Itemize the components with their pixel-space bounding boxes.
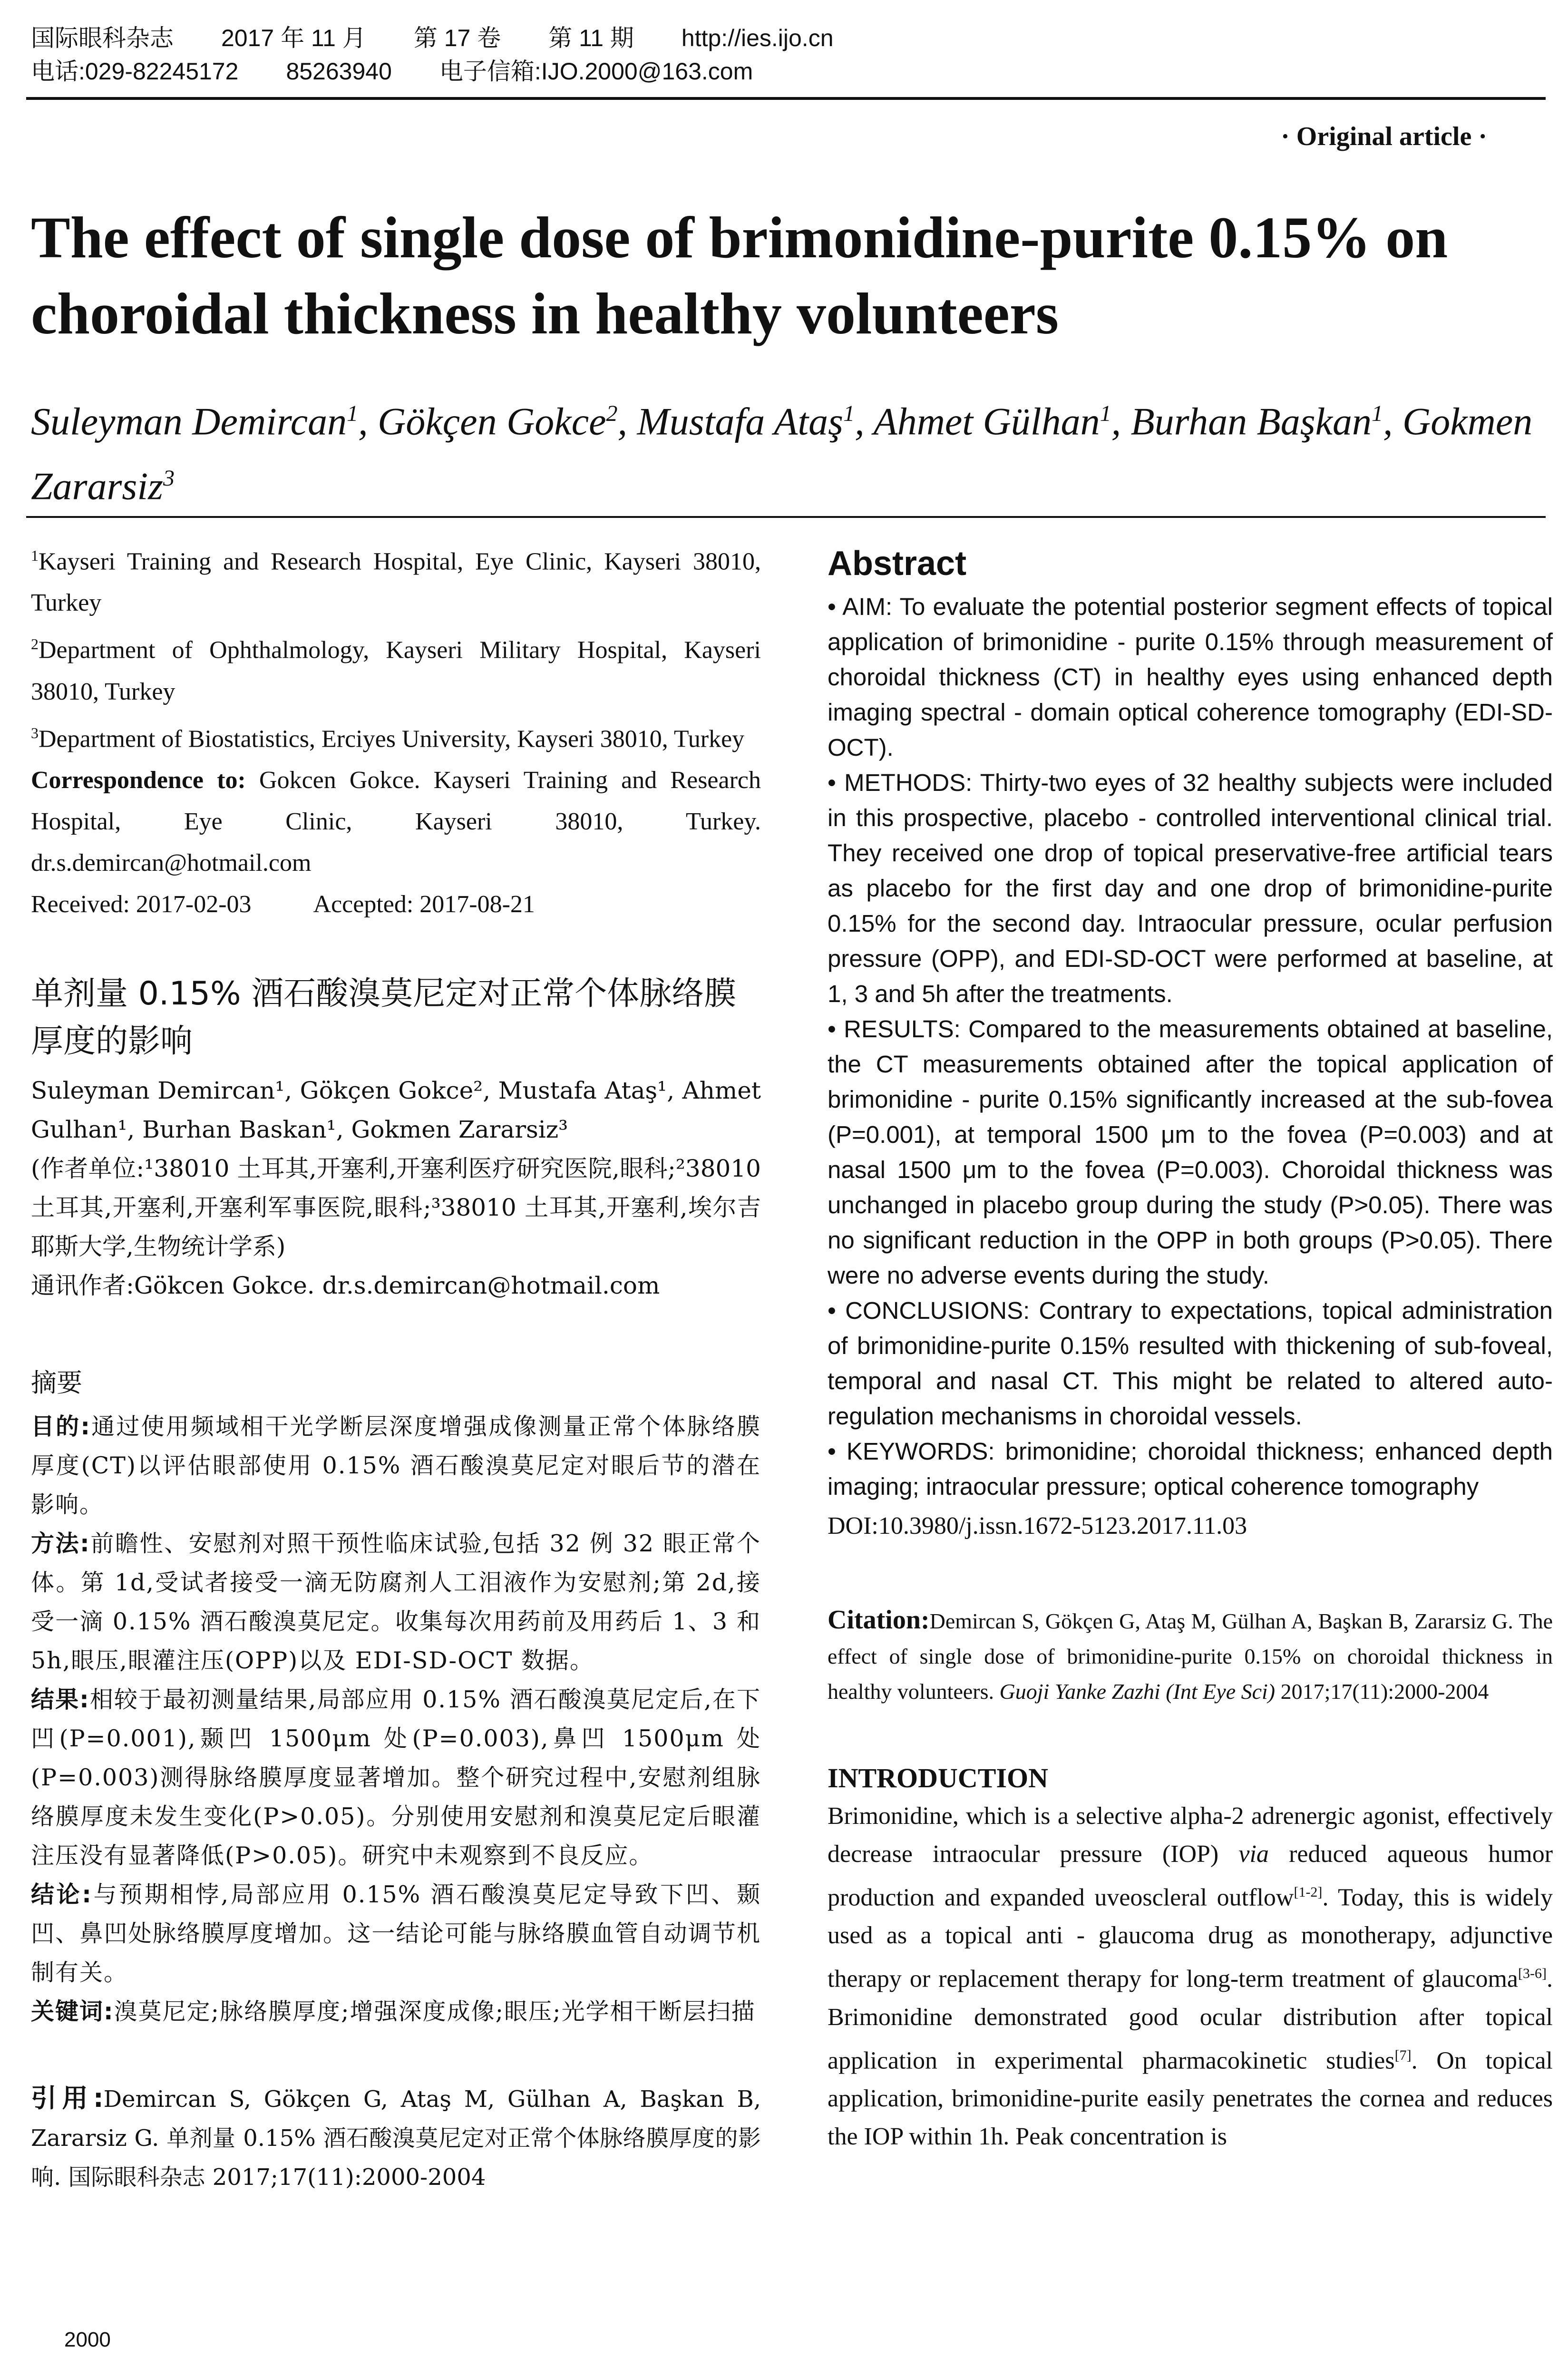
abstract-results	[828, 1012, 1553, 1293]
abstract-keywords-text: brimonidine; choroidal thickness; enhanced depth imaging; intraocular pressure; optical coherence tomography	[828, 1438, 1553, 1500]
journal-url[interactable]: http://ies.ijo.cn	[681, 25, 834, 51]
journal-email[interactable]: 电子信箱:IJO.2000@163.com	[439, 58, 753, 85]
abstract-results-label: • RESULTS:	[828, 1015, 961, 1042]
correspondence	[31, 760, 761, 884]
citation-text: Demircan S, Gökçen G, Ataş M, Gülhan A, Başkan B, Zararsiz G. The effect of single dose of brimonidine-purite 0.15% on choroidal thickness in healthy volunteers.	[828, 1609, 1553, 1704]
intro-text: . Brimonidine demonstrated good ocular distribution after topical application in experimental pharmacokinetic studies	[828, 1965, 1553, 2074]
article-type: · Original article ·	[1281, 122, 1487, 151]
author-aff: 1	[1100, 401, 1111, 426]
author-name: Suleyman Demircan	[31, 399, 347, 443]
abstract-keywords	[828, 1434, 1553, 1504]
journal-name: 国际眼科杂志	[31, 25, 174, 51]
abstract-keywords-label: • KEYWORDS:	[828, 1438, 995, 1465]
abstract-aim	[828, 589, 1553, 765]
abstract-methods	[828, 765, 1553, 1012]
citation	[828, 1602, 1553, 1709]
affiliation-num: 1	[31, 547, 39, 564]
abstract-heading: Abstract	[828, 545, 967, 583]
intro-text: reduced aqueous humor production and expanded uveoscleral outflow	[828, 1841, 1553, 1911]
affiliation	[31, 712, 761, 760]
cn-results-label: 结果:	[31, 1685, 90, 1713]
reference-link[interactable]: [7]	[1394, 2047, 1412, 2063]
author-name: Gokmen Zararsiz	[31, 399, 1533, 508]
cn-methods-label: 方法:	[31, 1529, 90, 1557]
article-title: The effect of single dose of brimonidine-purite 0.15% on choroidal thickness in healthy volunteers	[31, 205, 1448, 346]
received-date: Received: 2017-02-03	[31, 890, 252, 918]
abstract-aim-label: • AIM:	[828, 593, 893, 620]
accepted-date: Accepted: 2017-08-21	[313, 890, 535, 918]
cn-results	[31, 1680, 761, 1875]
intro-text: Brimonidine, which is a selective alpha-2 adrenergic agonist, effectively decrease intraocular pressure (IOP)	[828, 1802, 1553, 1868]
affiliation	[31, 623, 761, 712]
cn-aim-text: 通过使用频域相干光学断层深度增强成像测量正常个体脉络膜厚度(CT)以评估眼部使用 0.15% 酒石酸溴莫尼定对眼后节的潜在影响。	[31, 1413, 761, 1518]
journal-volume: 第 17 卷	[413, 25, 501, 51]
author-aff: 3	[163, 466, 175, 491]
reference-link[interactable]: [3-6]	[1518, 1966, 1547, 1982]
cn-units: (作者单位:¹38010 土耳其,开塞利,开塞利医疗研究医院,眼科;²38010 土耳其,开塞利,开塞利军事医院,眼科;³38010 土耳其,开塞利,埃尔吉耶斯大学,生物统计学系)	[31, 1154, 761, 1260]
journal-issue: 第 11 期	[548, 25, 634, 51]
journal-phone2: 85263940	[286, 58, 392, 85]
cn-citation	[31, 2079, 761, 2197]
introduction-heading: INTRODUCTION	[828, 1763, 1049, 1793]
cn-conclusion-text: 与预期相悖,局部应用 0.15% 酒石酸溴莫尼定导致下凹、颞凹、鼻凹处脉络膜厚度增加。这一结论可能与脉络膜血管自动调节机制有关。	[31, 1880, 761, 1986]
author-list: Suleyman Demircan$^1$, Gökçen Gokce$^2$, Mustafa Ataş$^1$, Ahmet Gülhan$^1$, Burhan Başkan$^1$, Gokmen Zararsiz$^3$	[31, 399, 1533, 508]
cn-keywords	[31, 1992, 761, 2031]
cn-citation-label: 引用:	[31, 2083, 104, 2113]
abstract-aim-text: To evaluate the potential posterior segment effects of topical application of brimonidine - purite 0.15% through measurement of choroidal thickness (CT) in healthy eyes using enhanced depth imaging spectral - domain optical coherence tomography (EDI-SD-OCT).	[828, 593, 1553, 761]
citation-journal: Guoji Yanke Zazhi (Int Eye Sci)	[999, 1679, 1276, 1704]
cn-results-text: 相较于最初测量结果,局部应用 0.15% 酒石酸溴莫尼定后,在下凹(P=0.001),颞凹 1500μm 处(P=0.003),鼻凹 1500μm 处(P=0.003)测得脉络膜厚度显著增加。整个研究过程中,安慰剂组脉络膜厚度未发生变化(P>0.05)。分别使用安慰剂和溴莫尼定后眼灌注压没有显著降低(P>0.05)。研究中未观察到不良反应。	[31, 1685, 761, 1869]
introduction-paragraph	[828, 1797, 1553, 2156]
intro-via: via	[1238, 1841, 1269, 1868]
affiliation-num: 3	[31, 724, 39, 741]
page-number: 2000	[64, 2328, 111, 2351]
author-name: Mustafa Ataş	[637, 399, 844, 443]
intro-text: . On topical application, brimonidine-purite easily penetrates the cornea and reduces the IOP within 1h. Peak concentration is	[828, 2046, 1553, 2150]
author-aff: 2	[606, 401, 618, 426]
cn-conclusion-label: 结论:	[31, 1880, 92, 1908]
author-name: Ahmet Gülhan	[873, 399, 1100, 443]
correspondence-text: Gokcen Gokce. Kayseri Training and Research Hospital, Eye Clinic, Kayseri 38010, Turkey. dr.s.demircan@hotmail.com	[31, 766, 761, 877]
cn-title: 单剂量 0.15% 酒石酸溴莫尼定对正常个体脉络膜厚度的影响	[31, 974, 737, 1060]
abstract	[828, 589, 1553, 1504]
cn-methods	[31, 1524, 761, 1680]
abstract-conclusions-label: • CONCLUSIONS:	[828, 1297, 1030, 1324]
cn-aim	[31, 1407, 761, 1524]
cn-citation-text: Demircan S, Gökçen G, Ataş M, Gülhan A, Başkan B, Zararsiz G. 单剂量 0.15% 酒石酸溴莫尼定对正常个体脉络膜厚度的影响. 国际眼科杂志 2017;17(11):2000-2004	[31, 2085, 761, 2191]
correspondence-label: Correspondence to:	[31, 766, 246, 794]
reference-link[interactable]: [1-2]	[1294, 1884, 1323, 1900]
cn-authors: Suleyman Demircan¹, Gökçen Gokce², Mustafa Ataş¹, Ahmet Gulhan¹, Burhan Baskan¹, Gokmen Zararsiz³	[31, 1076, 761, 1143]
abstract-methods-label: • METHODS:	[828, 769, 973, 796]
affiliation-text: Department of Biostatistics, Erciyes University, Kayseri 38010, Turkey	[39, 725, 745, 752]
cn-keywords-text: 溴莫尼定;脉络膜厚度;增强深度成像;眼压;光学相干断层扫描	[114, 1997, 756, 2025]
cn-keywords-label: 关键词:	[31, 1997, 114, 2025]
author-aff: 1	[1372, 401, 1383, 426]
abstract-methods-text: Thirty-two eyes of 32 healthy subjects were included in this prospective, placebo - controlled interventional clinical trial. They received one drop of topical preservative-free artificial tears as placebo for the first day and one drop of brimonidine-purite 0.15% for the second day. Intraocular pressure, ocular perfusion pressure (OPP), and EDI-SD-OCT were performed at baseline, at 1, 3 and 5h after the treatments.	[828, 769, 1553, 1007]
journal-header	[31, 21, 881, 88]
article-dates	[31, 884, 761, 925]
author-name: Burhan Başkan	[1130, 399, 1372, 443]
cn-abstract-heading: 摘要	[31, 1367, 82, 1398]
intro-text: . Today, this is widely used as a topical anti - glaucoma drug as monotherapy, adjunctive therapy or replacement therapy for long-term treatment of glaucoma	[828, 1884, 1553, 1993]
cn-corr: 通讯作者:Gökcen Gokce. dr.s.demircan@hotmail.com	[31, 1271, 660, 1299]
journal-header-line2	[31, 55, 881, 88]
journal-date: 2017 年 11 月	[221, 25, 366, 51]
author-aff: 1	[843, 401, 855, 426]
affiliation	[31, 535, 761, 623]
author-name: Gökçen Gokce	[378, 399, 606, 443]
title-divider	[26, 516, 1546, 518]
affiliation-num: 2	[31, 635, 39, 653]
header-divider	[26, 97, 1546, 100]
citation-ref: 2017;17(11):2000-2004	[1280, 1679, 1489, 1704]
author-aff: 1	[347, 401, 359, 426]
abstract-conclusions	[828, 1293, 1553, 1434]
right-column	[828, 540, 1553, 2156]
journal-header-line1	[31, 21, 881, 55]
journal-phone: 电话:029-82245172	[31, 58, 239, 85]
affiliation-text: Department of Ophthalmology, Kayseri Military Hospital, Kayseri 38010, Turkey	[31, 636, 761, 705]
cn-methods-text: 前瞻性、安慰剂对照干预性临床试验,包括 32 例 32 眼正常个体。第 1d,受试者接受一滴无防腐剂人工泪液作为安慰剂;第 2d,接受一滴 0.15% 酒石酸溴莫尼定。收集每次用药前及用药后 1、3 和 5h,眼压,眼灌注压(OPP)以及 EDI-SD-OCT 数据。	[31, 1529, 761, 1674]
affiliation-text: Kayseri Training and Research Hospital, Eye Clinic, Kayseri 38010, Turkey	[31, 548, 761, 617]
cn-abstract	[31, 1407, 761, 2031]
doi[interactable]: DOI:10.3980/j.issn.1672-5123.2017.11.03	[828, 1512, 1247, 1539]
cn-conclusion	[31, 1875, 761, 1992]
abstract-results-text: Compared to the measurements obtained at baseline, the CT measurements obtained after the topical application of brimonidine - purite 0.15% significantly increased at the sub-fovea (P=0.001), at temporal 1500 μm to the fovea (P=0.003) and at nasal 1500 μm to the fovea (P=0.003). Choroidal thickness was unchanged in placebo group during the study (P>0.05). There was no significant reduction in the OPP in both groups (P>0.05). There were no adverse events during the study.	[828, 1015, 1553, 1289]
cn-aim-label: 目的:	[31, 1413, 91, 1440]
left-column	[31, 535, 761, 2197]
abstract-conclusions-text: Contrary to expectations, topical administration of brimonidine-purite 0.15% resulted with thickening of sub-foveal, temporal and nasal CT. This might be related to altered auto-regulation mechanisms in choroidal vessels.	[828, 1297, 1553, 1430]
citation-label: Citation:	[828, 1605, 930, 1635]
